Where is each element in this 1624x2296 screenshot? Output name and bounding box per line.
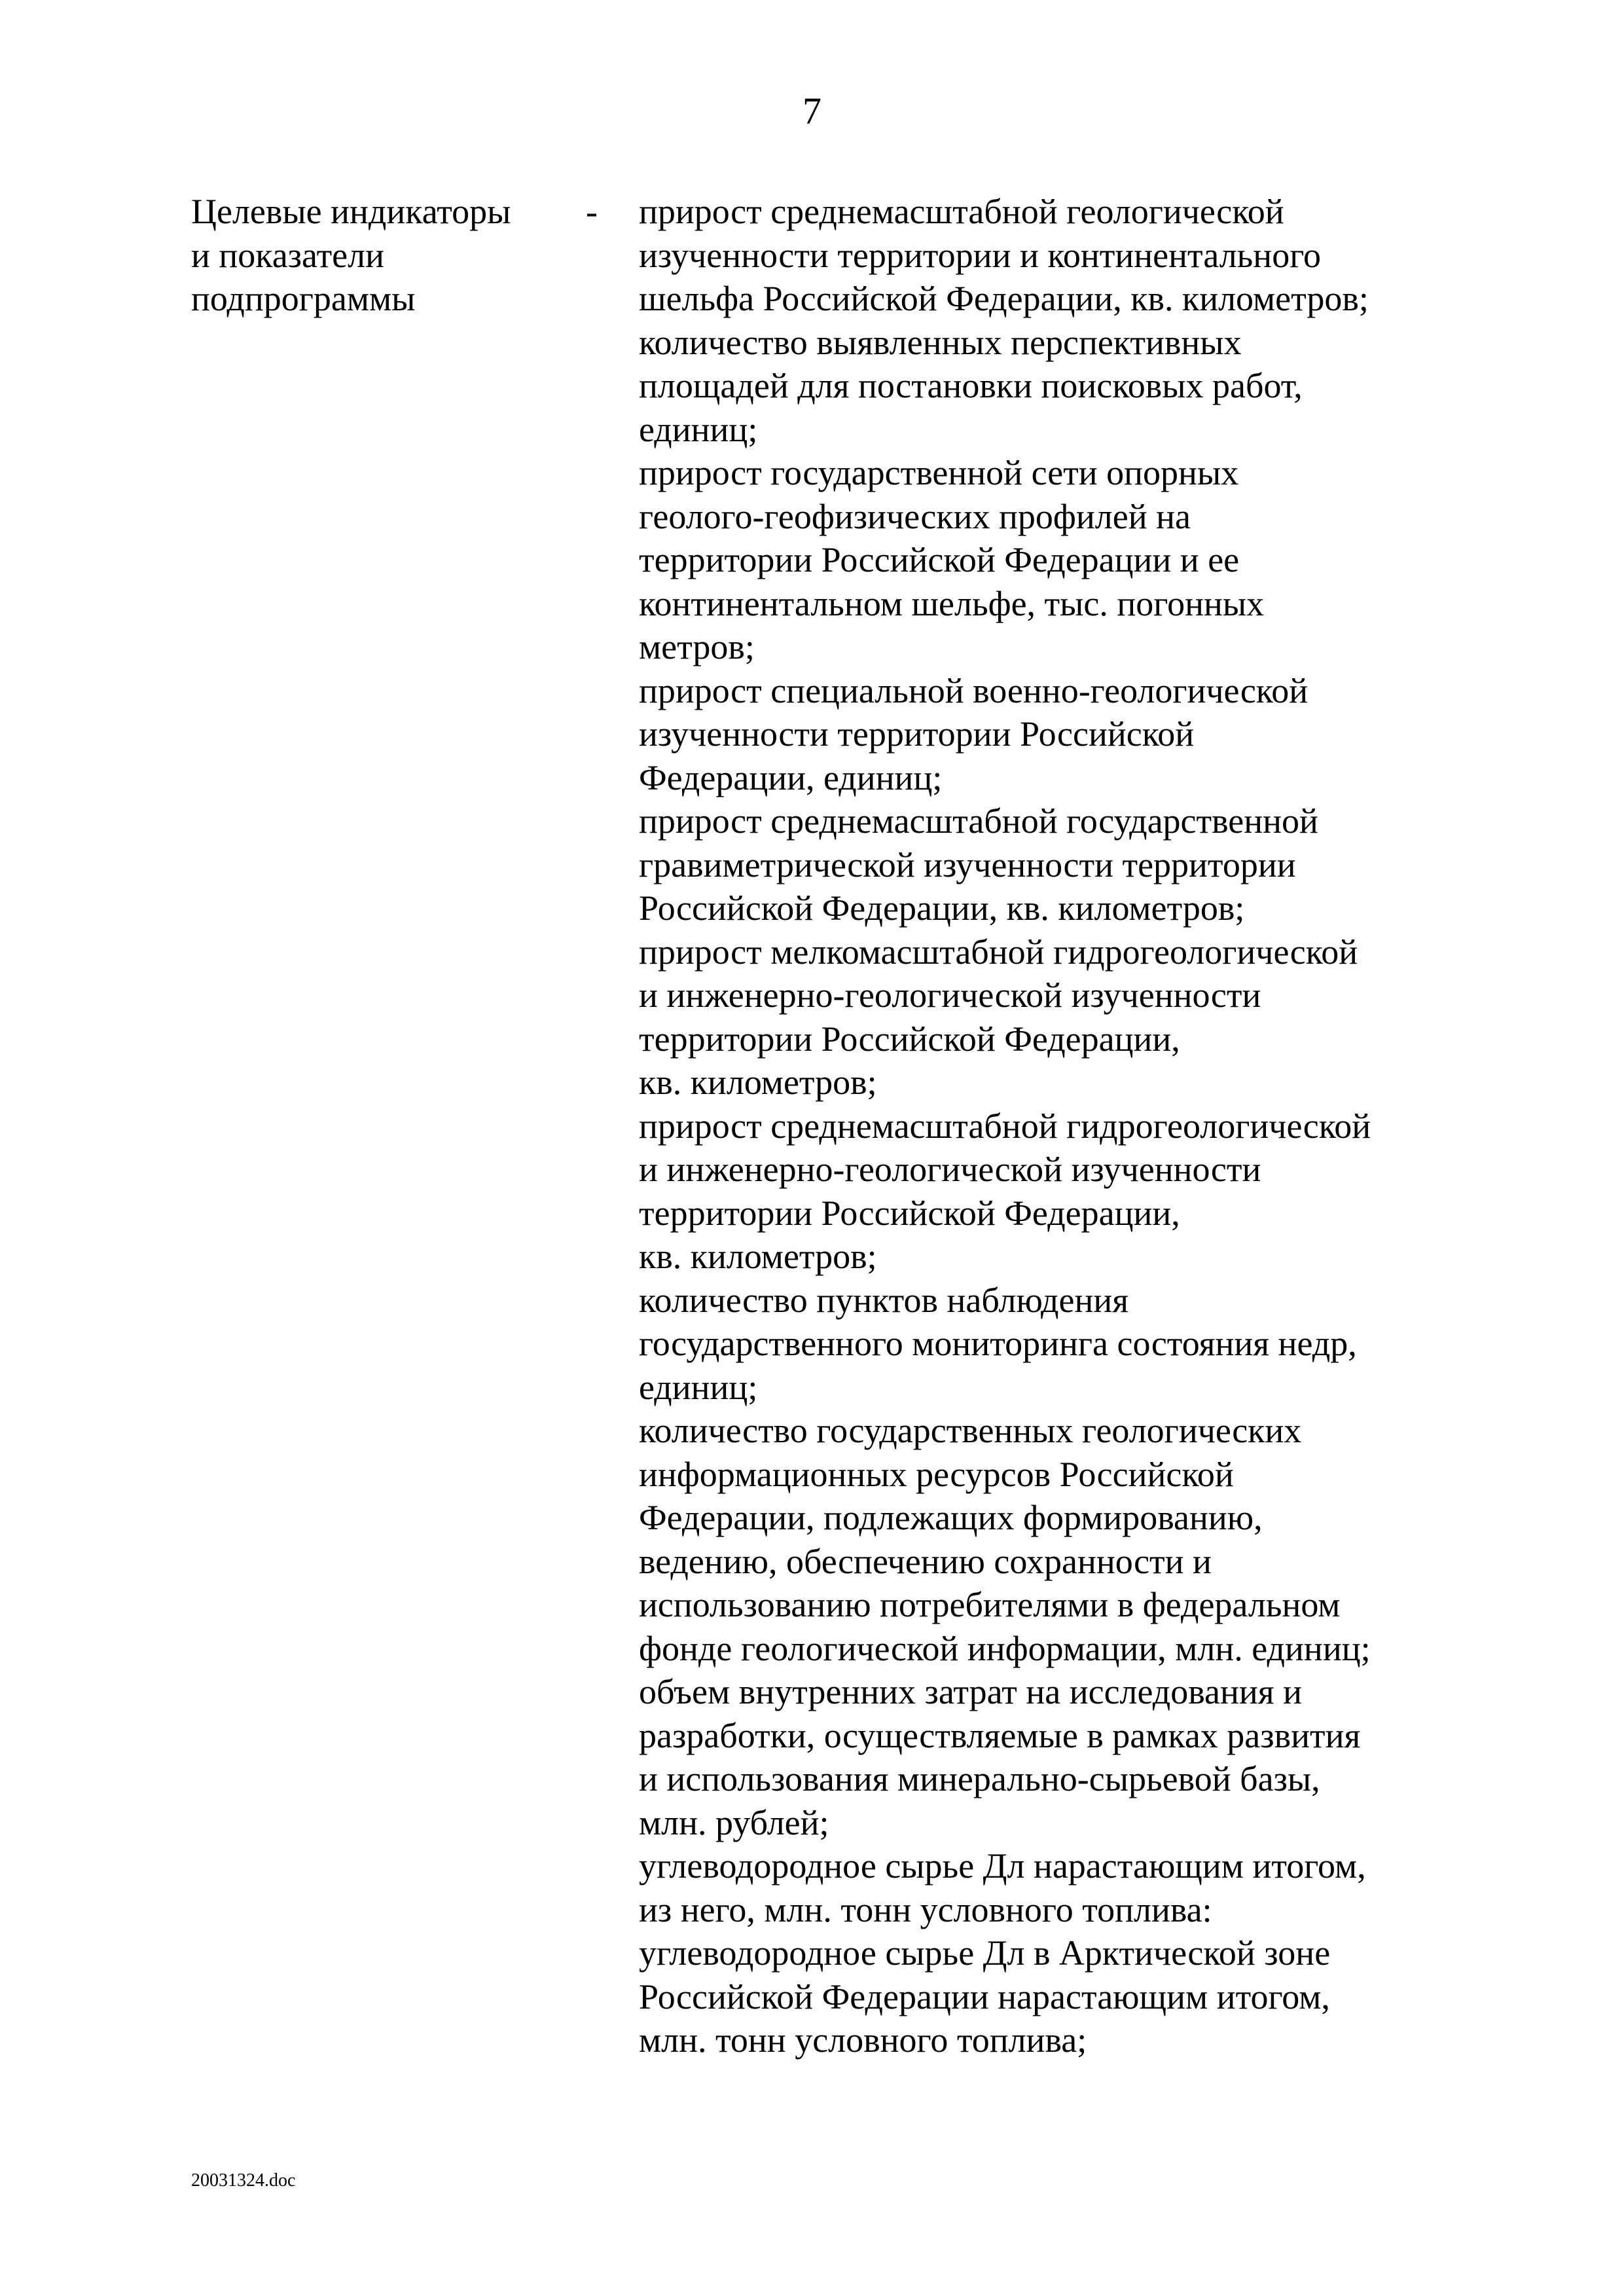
indicator-line: континентальном шельфе, тыс. погонных [639,583,1265,623]
indicator-line: объем внутренних затрат на исследования и [639,1672,1303,1711]
indicator-line: площадей для постановки поисковых работ, [639,366,1303,405]
indicator-line: территории Российской Федерации, [639,1193,1180,1233]
footer-filename: 20031324.doc [191,2170,296,2191]
page-number: 7 [803,90,821,132]
indicator-line: единиц; [639,1367,758,1407]
indicator-line: прирост государственной сети опорных [639,453,1239,492]
indicator-list [639,190,1490,2062]
indicator-line: шельфа Российской Федерации, кв. километров; [639,279,1369,318]
indicator-line: млн. тонн условного топлива; [639,2020,1087,2060]
indicator-line: количество государственных геологических [639,1411,1302,1450]
indicator-line: гравиметрической изученности территории [639,845,1296,884]
indicator-line: млн. рублей; [639,1802,829,1842]
indicator-line: фонде геологической информации, млн. единиц; [639,1628,1371,1668]
indicator-line: использованию потребителями в федеральном [639,1585,1341,1624]
indicator-line: и инженерно-геологической изученности [639,1150,1261,1189]
indicator-line: территории Российской Федерации и ее [639,540,1240,579]
label-line: подпрограммы [191,279,416,318]
label-line: и показатели [191,235,384,275]
indicator-line: прирост специальной военно-геологической [639,670,1308,710]
indicator-line: прирост среднемасштабной государственной [639,801,1318,841]
indicator-line: прирост среднемасштабной гидрогеологической [639,1106,1371,1146]
indicator-line: геолого-геофизических профилей на [639,496,1191,536]
indicator-line: единиц; [639,409,758,449]
indicator-line: углеводородное сырье Дл нарастающим итогом, [639,1846,1366,1886]
indicator-line: территории Российской Федерации, [639,1019,1180,1059]
indicator-line: прирост среднемасштабной геологической [639,192,1284,231]
indicator-line: и инженерно-геологической изученности [639,975,1261,1015]
indicator-line: информационных ресурсов Российской [639,1454,1234,1494]
indicator-line: из него, млн. тонн условного топлива: [639,1889,1212,1929]
indicator-line: метров; [639,627,755,666]
indicator-line: изученности территории Российской [639,714,1195,754]
indicator-line: Федерации, единиц; [639,757,943,797]
indicator-line: кв. километров; [639,1063,877,1102]
indicator-line: государственного мониторинга состояния недр, [639,1324,1357,1363]
separator-dash: - [586,192,598,231]
indicator-line: Российской Федерации, кв. километров; [639,888,1245,928]
indicator-line: кв. километров; [639,1237,877,1276]
indicator-line: количество выявленных перспективных [639,322,1242,362]
indicator-label [191,190,584,321]
label-line: Целевые индикаторы [191,192,511,231]
indicator-line: Российской Федерации нарастающим итогом, [639,1977,1330,2016]
indicator-line: ведению, обеспечению сохранности и [639,1541,1212,1581]
indicator-line: разработки, осуществляемые в рамках развития [639,1715,1361,1755]
indicator-line: количество пунктов наблюдения [639,1280,1129,1320]
indicator-line: углеводородное сырье Дл в Арктической зоне [639,1933,1331,1973]
indicator-line: и использования минерально-сырьевой базы, [639,1759,1320,1798]
indicator-line: Федерации, подлежащих формированию, [639,1498,1263,1537]
indicator-line: прирост мелкомасштабной гидрогеологической [639,932,1358,972]
indicator-line: изученности территории и континентального [639,235,1322,275]
